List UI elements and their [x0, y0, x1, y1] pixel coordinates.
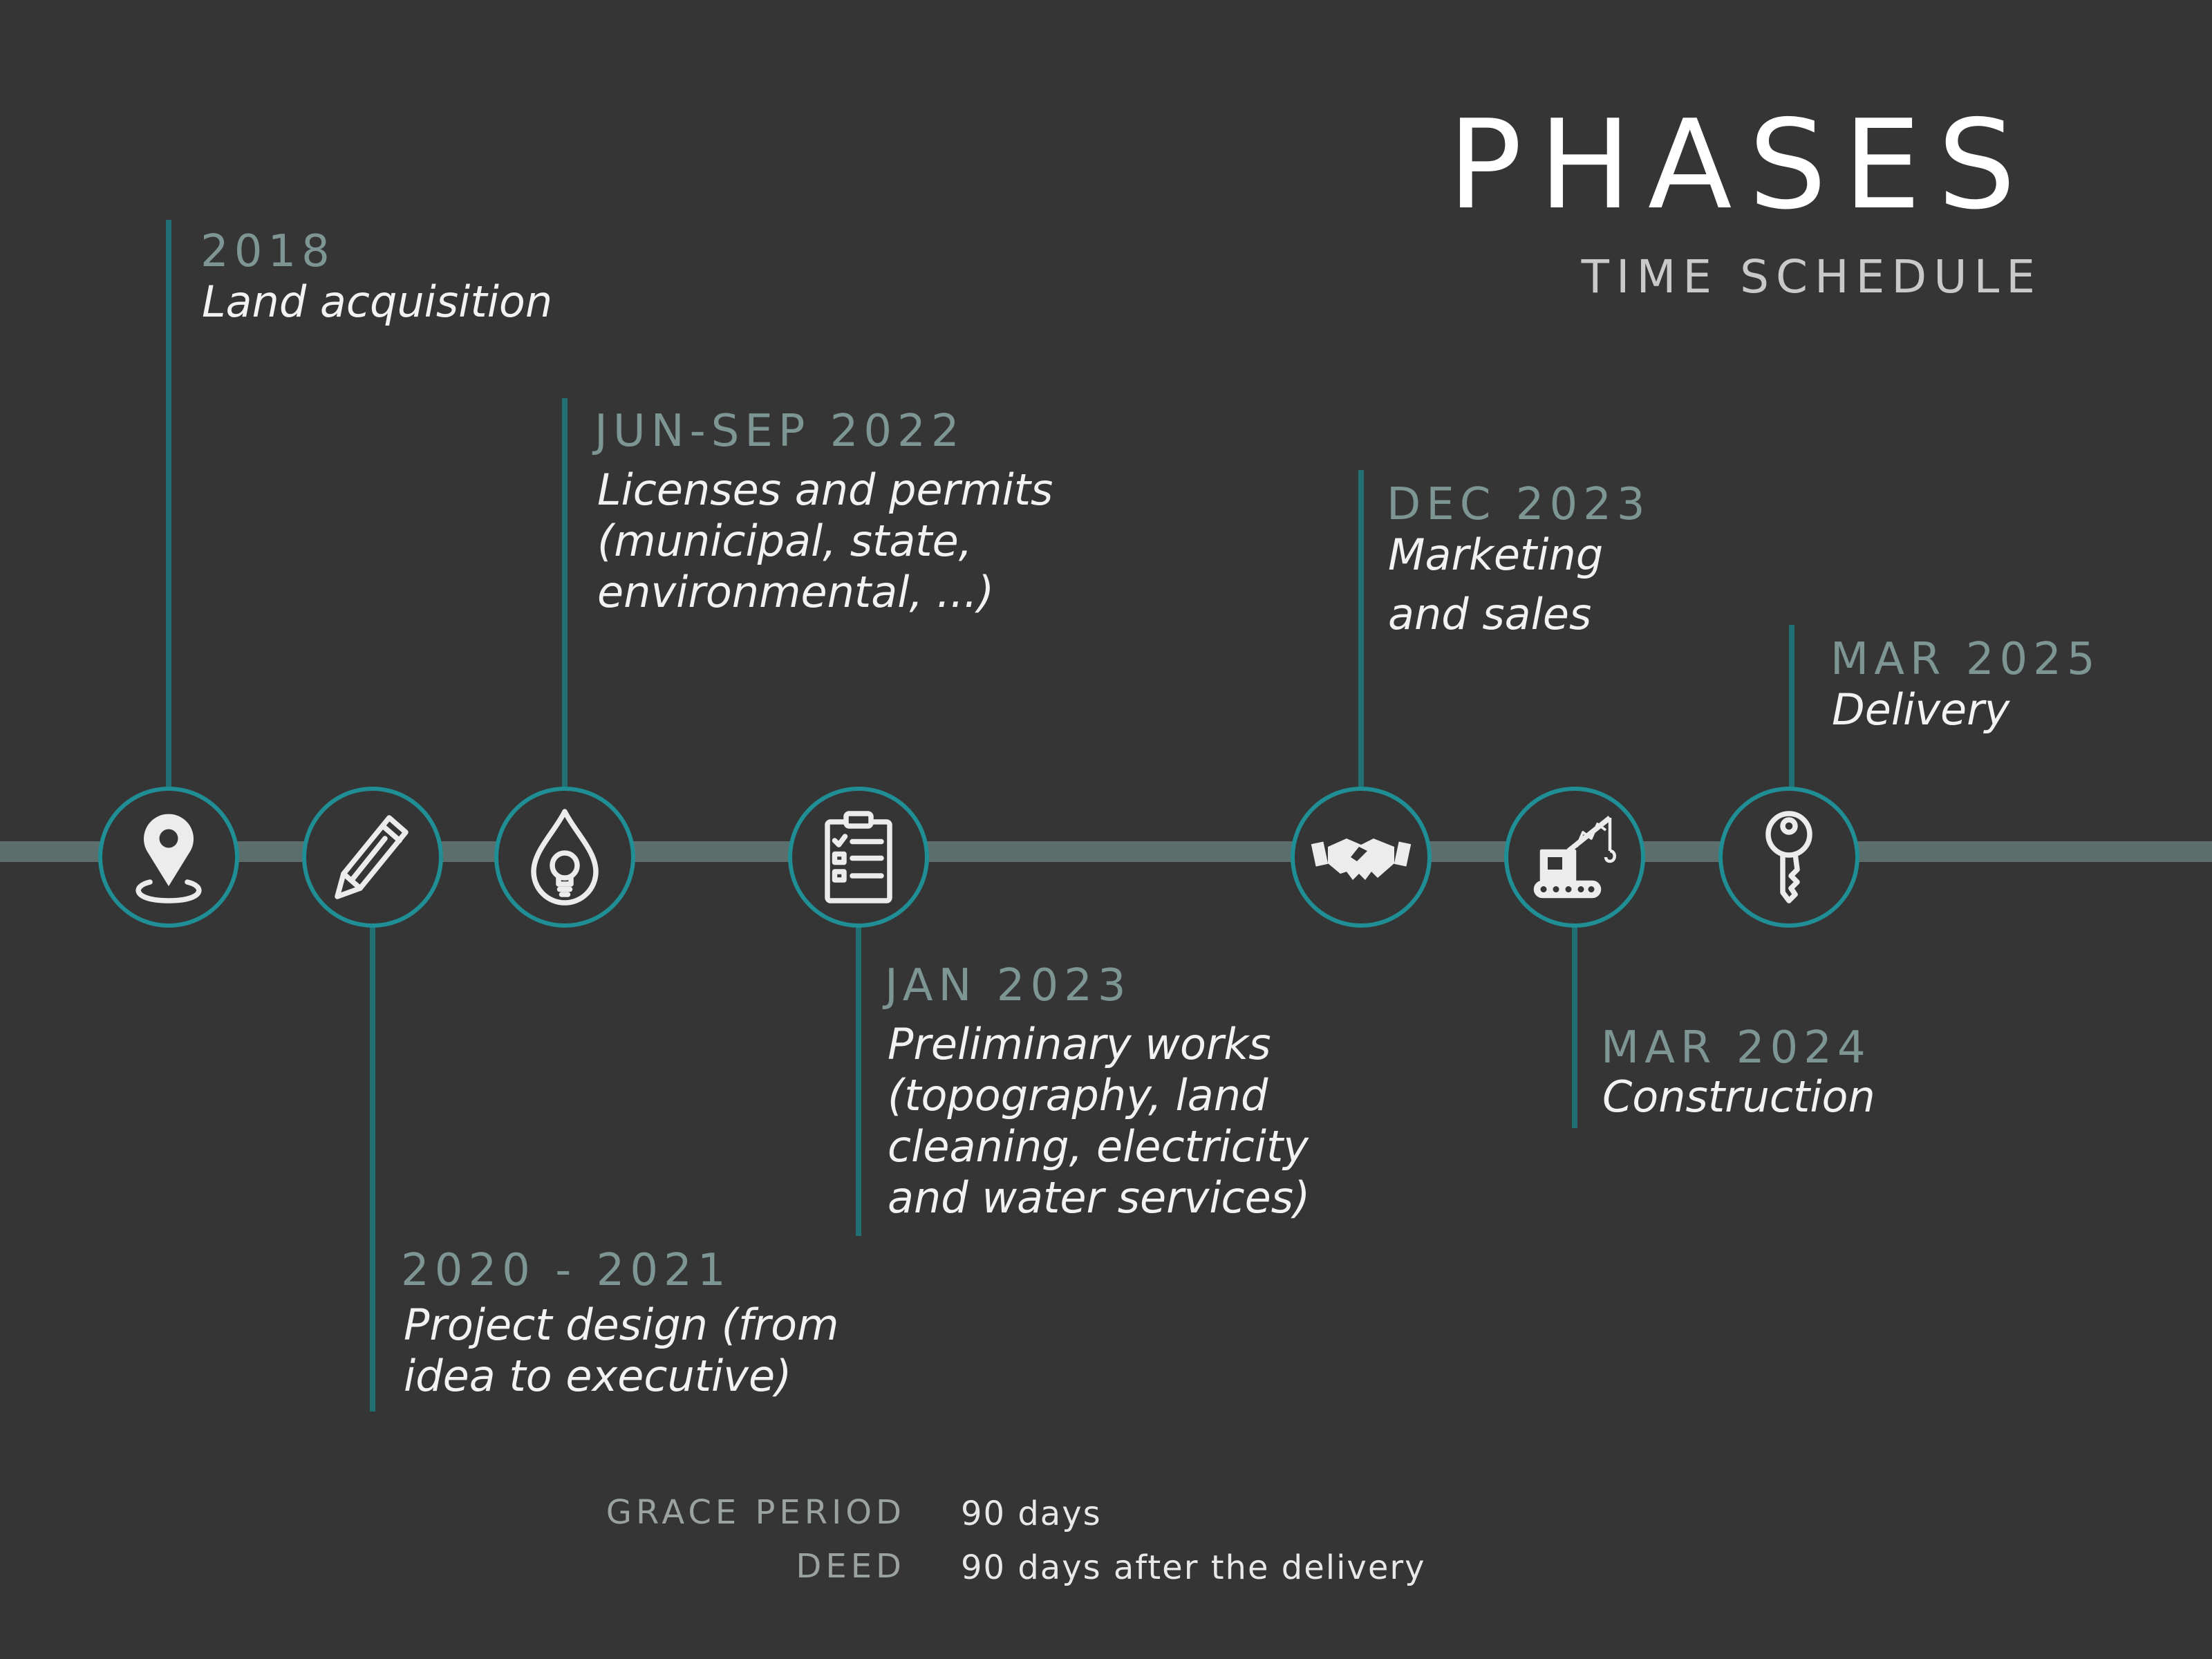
clipboard-checklist-icon	[807, 805, 910, 909]
phase-3-description: Licenses and permits (municipal, state, environmental, ...)	[597, 465, 1053, 617]
phase-6-date: MAR 2024	[1601, 1022, 1871, 1074]
phase-7-node	[1718, 787, 1859, 928]
phase-7-date: MAR 2025	[1830, 634, 2101, 685]
key-icon	[1737, 805, 1841, 909]
crane-icon	[1523, 805, 1627, 909]
phase-5-description: Marketing and sales	[1388, 529, 1604, 639]
phase-7-stem	[1789, 625, 1794, 789]
phase-4-stem	[856, 914, 861, 1236]
phase-2-node	[302, 787, 443, 928]
phase-1-date: 2018	[200, 226, 335, 277]
phase-3-date: JUN-SEP 2022	[594, 406, 965, 457]
pencil-icon	[321, 805, 424, 909]
phase-4-date: JAN 2023	[885, 960, 1132, 1011]
phase-6-stem	[1572, 914, 1577, 1128]
phase-1-description: Land acquisition	[202, 276, 553, 327]
phase-5-node	[1291, 787, 1432, 928]
phase-6-node	[1504, 787, 1645, 928]
grace-period-value: 90 days	[961, 1494, 1102, 1533]
phase-2-stem	[370, 914, 375, 1412]
drop-bulb-icon	[513, 805, 617, 909]
phase-5-stem	[1358, 470, 1364, 789]
handshake-icon	[1309, 805, 1413, 909]
page-title: PHASES	[1447, 93, 2032, 236]
page-subtitle: TIME SCHEDULE	[1581, 250, 2042, 303]
phase-2-date: 2020 - 2021	[401, 1245, 731, 1296]
phase-2-description: Project design (from idea to executive)	[404, 1300, 839, 1401]
deed-label: DEED	[796, 1547, 906, 1586]
phase-7-description: Delivery	[1832, 684, 2010, 735]
grace-period-label: GRACE PERIOD	[606, 1493, 906, 1532]
phase-3-stem	[562, 398, 568, 789]
phase-4-description: Preliminary works (topography, land cleaning, electricity and water services)	[888, 1019, 1311, 1223]
phase-3-node	[494, 787, 635, 928]
phase-1-stem	[166, 220, 171, 789]
phase-1-node	[98, 787, 239, 928]
phase-4-node	[788, 787, 929, 928]
phase-5-date: DEC 2023	[1387, 479, 1651, 530]
phase-6-description: Construction	[1602, 1071, 1875, 1122]
location-pin-icon	[117, 805, 221, 909]
deed-value: 90 days after the delivery	[961, 1548, 1426, 1587]
